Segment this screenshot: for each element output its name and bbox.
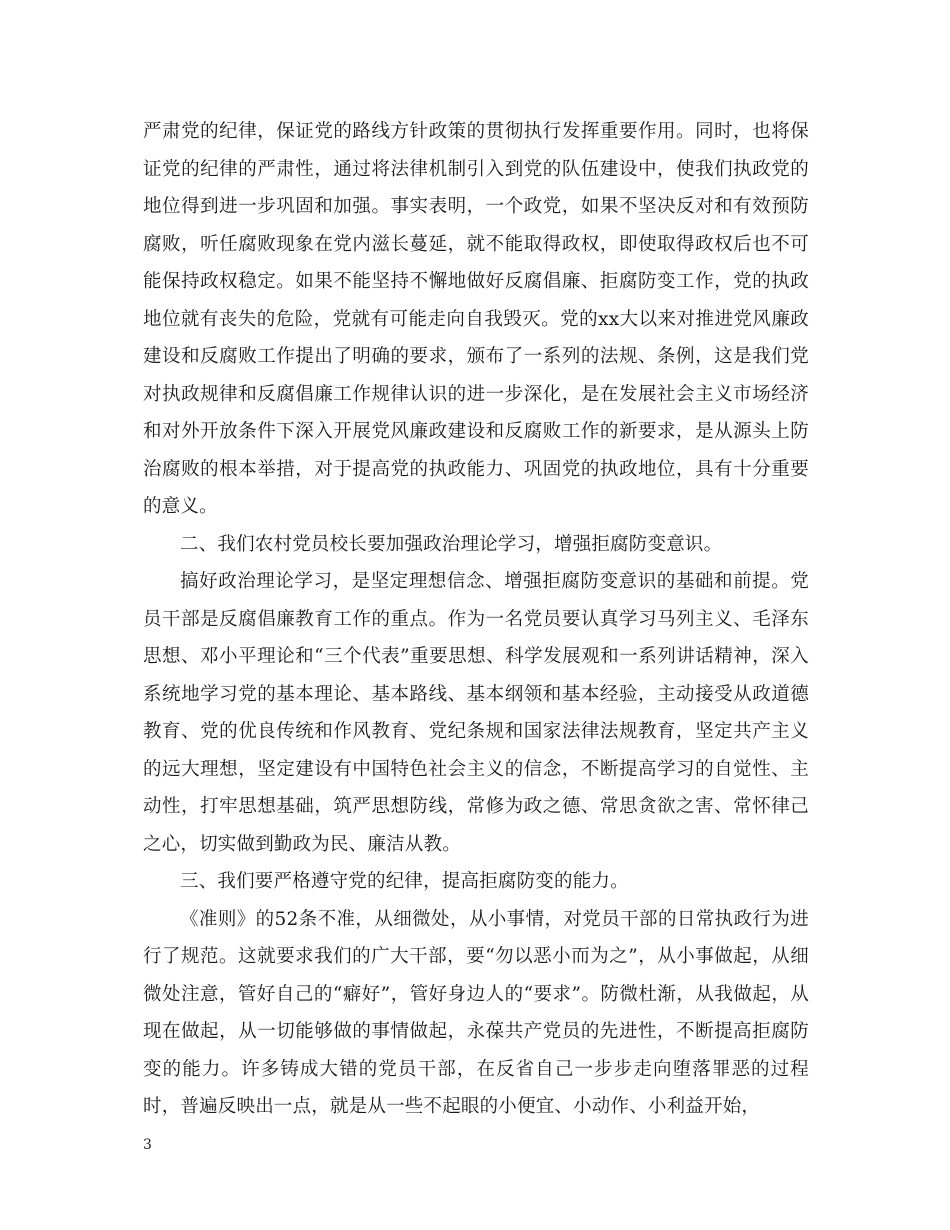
section-heading-3: 三、我们要严格遵守党的纪律，提高拒腐防变的能力。 bbox=[180, 871, 629, 892]
body-paragraph-1: 严肃党的纪律，保证党的路线方针政策的贯彻执行发挥重要作用。同时，也将保证党的纪律的严肃性，通过将法律机制引入到党的队伍建设中，使我们执政党的地位得到进一步巩固和加强。事实表明，一个政党，如果不坚决反对和有效预防腐败，听任腐败现象在党内滋长蔓延，就不能取得政权，即使取得政权后也不可能保持政权稳定。如果不能坚持不懈地做好反腐倡廉、拒腐防变工作，党的执政地位就有丧失的危险，党就有可能走向自我毁灭。党的xx大以来对推进党风廉政建设和反腐败工作提出了明确的要求，颁布了一系列的法规、条例，这是我们党对执政规律和反腐倡廉工作规律认识的进一步深化，是在发展社会主义市场经济和对外开放条件下深入开展党风廉政建设和反腐败工作的新要求，是从源头上防治腐败的根本举措，对于提高党的执政能力、巩固党的执政地位，具有十分重要的意义。 bbox=[143, 121, 809, 517]
page-number: 3 bbox=[143, 1137, 152, 1153]
body-paragraph-3: 《准则》的52条不准，从细微处，从小事情，对党员干部的日常执政行为进行了规范。这就要求我们的广大干部，要“勿以恶小而为之”，从小事做起，从细微处注意，管好自己的“癖好”，管好身边人的“要求”。防微杜渐，从我做起，从现在做起，从一切能够做的事情做起，永葆共产党员的先进性，不断提高拒腐防变的能力。许多铸成大错的党员干部，在反省自己一步步走向堕落罪恶的过程时，普遍反映出一点，就是从一些不起眼的小便宜、小动作、小利益开始， bbox=[143, 908, 809, 1117]
section-heading-2: 二、我们农村党员校长要加强政治理论学习，增强拒腐防变意识。 bbox=[180, 533, 723, 555]
body-paragraph-2: 搞好政治理论学习，是坚定理想信念、增强拒腐防变意识的基础和前提。党员干部是反腐倡廉教育工作的重点。作为一名党员要认真学习马列主义、毛泽东思想、邓小平理论和“三个代表”重要思想、科学发展观和一系列讲话精神，深入系统地学习党的基本理论、基本路线、基本纲领和基本经验，主动接受从政道德教育、党的优良传统和作风教育、党纪条规和国家法律法规教育，坚定共产主义的远大理想，坚定建设有中国特色社会主义的信念，不断提高学习的自觉性、主动性，打牢思想基础，筑严思想防线，常修为政之德、常思贪欲之害、常怀律己之心，切实做到勤政为民、廉洁从教。 bbox=[143, 571, 809, 855]
document-body bbox=[143, 113, 809, 1126]
